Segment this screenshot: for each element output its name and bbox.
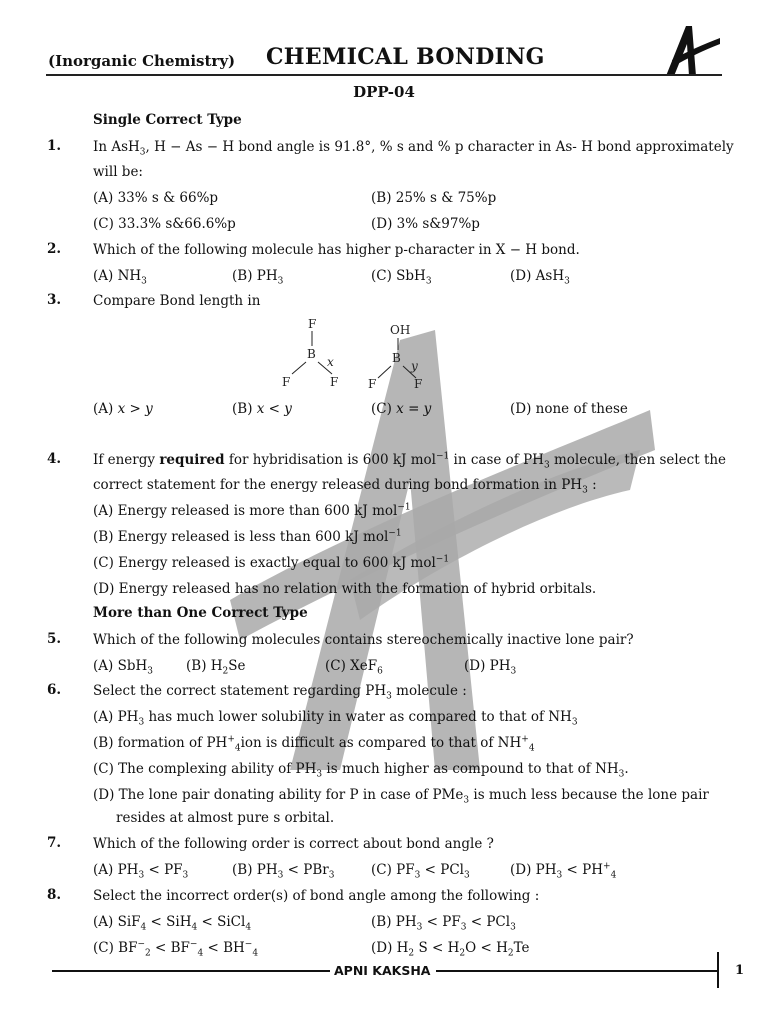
q3-option-a: (A) x > y [93, 401, 153, 417]
q4-option-d: (D) Energy released has no relation with the formation of hybrid orbitals. [93, 581, 597, 597]
q7-option-a: (A) $PH_3 < PF_3$ [93, 862, 189, 881]
question-8-text: Select the incorrect order(s) of bond angle among the following : [93, 888, 540, 904]
q3-option-c: (C) x = y [371, 401, 432, 417]
svg-text:F: F [368, 377, 377, 391]
q6-option-d-cont: resides at almost pure s orbital. [116, 810, 335, 826]
question-7-text: Which of the following order is correct about bond angle ? [93, 836, 494, 852]
q6-option-c: (C) The complexing ability of $PH_3$ is much higher as compound to that of $NH_3$. [93, 761, 629, 780]
footer-brand: APNI KAKSHA [334, 963, 431, 978]
question-4-text-cont: correct statement for the energy released during bond formation in $PH_3$ : [93, 477, 597, 496]
q1-option-d: (D) 3% s&97%p [371, 216, 480, 232]
svg-text:F: F [308, 317, 317, 331]
q5-option-c: (C) XeF$_6$ [325, 658, 383, 677]
question-4-text: If energy required for hybridisation is 600 kJ mol$^{-1}$ in case of $PH_3$ molecule, then select the [93, 451, 727, 471]
page-number: 1 [735, 963, 745, 978]
svg-text:F: F [282, 375, 291, 389]
subject-label: (Inorganic Chemistry) [48, 52, 236, 70]
dpp-number: DPP-04 [353, 83, 415, 101]
svg-text:F: F [330, 375, 339, 389]
q5-option-a: (A) SbH$_3$ [93, 658, 153, 677]
q6-option-d: (D) The lone pair donating ability for P in case of PMe$_3$ is much less because the lone pair [93, 787, 709, 806]
question-number-6: 6. [47, 682, 62, 698]
question-5-text: Which of the following molecules contains stereochemically inactive lone pair? [93, 632, 634, 648]
question-number-2: 2. [47, 241, 62, 257]
question-number-7: 7. [47, 835, 62, 851]
svg-text:y: y [411, 359, 418, 373]
q4-option-b: (B) Energy released is less than 600 kJ mol$^{-1}$ [93, 528, 402, 545]
page-title: CHEMICAL BONDING [266, 44, 545, 70]
section-multiple-correct: More than One Correct Type [93, 605, 308, 621]
q2-option-c: (C) SbH$_3$ [371, 268, 432, 287]
footer-divider [717, 952, 719, 988]
question-6-text: Select the correct statement regarding $PH_3$ molecule : [93, 683, 467, 702]
question-1-text-cont: will be: [93, 164, 143, 180]
question-2-text: Which of the following molecule has higher p-character in X − H bond. [93, 242, 580, 258]
q8-option-b: (B) $PH_3 < PF_3 < PCl_3$ [371, 914, 516, 933]
page-header [46, 44, 722, 78]
question-number-1: 1. [47, 138, 62, 154]
q5-option-b: (B) $H_2Se$ [186, 658, 246, 677]
header-rule [46, 74, 722, 76]
svg-text:B: B [392, 351, 401, 365]
q8-option-a: (A) SiF$_4$ < SiH$_4$ < SiCl$_4$ [93, 914, 252, 933]
q2-option-a: (A) $NH_3$ [93, 268, 147, 287]
question-1-text: In AsH$_3$, H − As − H bond angle is 91.8°, % s and % p character in As- H bond approximately [93, 139, 734, 158]
q2-option-b: (B) $PH_3$ [232, 268, 284, 287]
q4-option-a: (A) Energy released is more than 600 kJ mol$^{-1}$ [93, 502, 411, 519]
q1-option-c: (C) 33.3% s&66.6%p [93, 216, 236, 232]
svg-text:x: x [327, 355, 334, 369]
q6-option-a: (A) $PH_3$ has much lower solubility in water as compared to that of $NH_3$ [93, 709, 578, 728]
question-number-8: 8. [47, 887, 62, 903]
question-number-5: 5. [47, 631, 62, 647]
svg-text:OH: OH [390, 323, 411, 337]
q1-option-a: (A) 33% s & 66%p [93, 190, 219, 206]
q8-option-d: (D) $H_2$ $S < H_2O < H_2Te$ [371, 940, 530, 959]
q2-option-d: (D) AsH$_3$ [510, 268, 570, 287]
svg-text:F: F [414, 377, 423, 391]
bf2oh-structure [362, 314, 512, 394]
question-number-3: 3. [47, 292, 62, 308]
question-number-4: 4. [47, 451, 62, 467]
apni-kaksha-logo-icon [656, 22, 722, 78]
section-single-correct: Single Correct Type [93, 112, 242, 128]
q1-option-b: (B) 25% s & 75%p [371, 190, 497, 206]
q3-option-d: (D) none of these [510, 401, 628, 417]
q3-option-b: (B) x < y [232, 401, 292, 417]
q7-option-d: (D) $PH_3 < PH^+_4$ [510, 861, 617, 881]
question-3-text: Compare Bond length in [93, 293, 261, 309]
q7-option-b: (B) $PH_3 < PBr_3$ [232, 862, 335, 881]
q7-option-c: (C) $PF_3 < PCl_3$ [371, 862, 470, 881]
footer-rule-left [52, 970, 330, 972]
q6-option-b: (B) formation of $PH^+_4ion$ is difficult as compared to that of $NH^+_4$ [93, 734, 535, 754]
q8-option-c: (C) $BF^-_2 < BF^-_4 < BH^-_4$ [93, 939, 259, 959]
q4-option-c: (C) Energy released is exactly equal to 600 kJ mol$^{-1}$ [93, 554, 450, 571]
footer-rule-right [436, 970, 718, 972]
q5-option-d: (D) $PH_3$ [464, 658, 517, 677]
svg-text:B: B [307, 347, 316, 361]
